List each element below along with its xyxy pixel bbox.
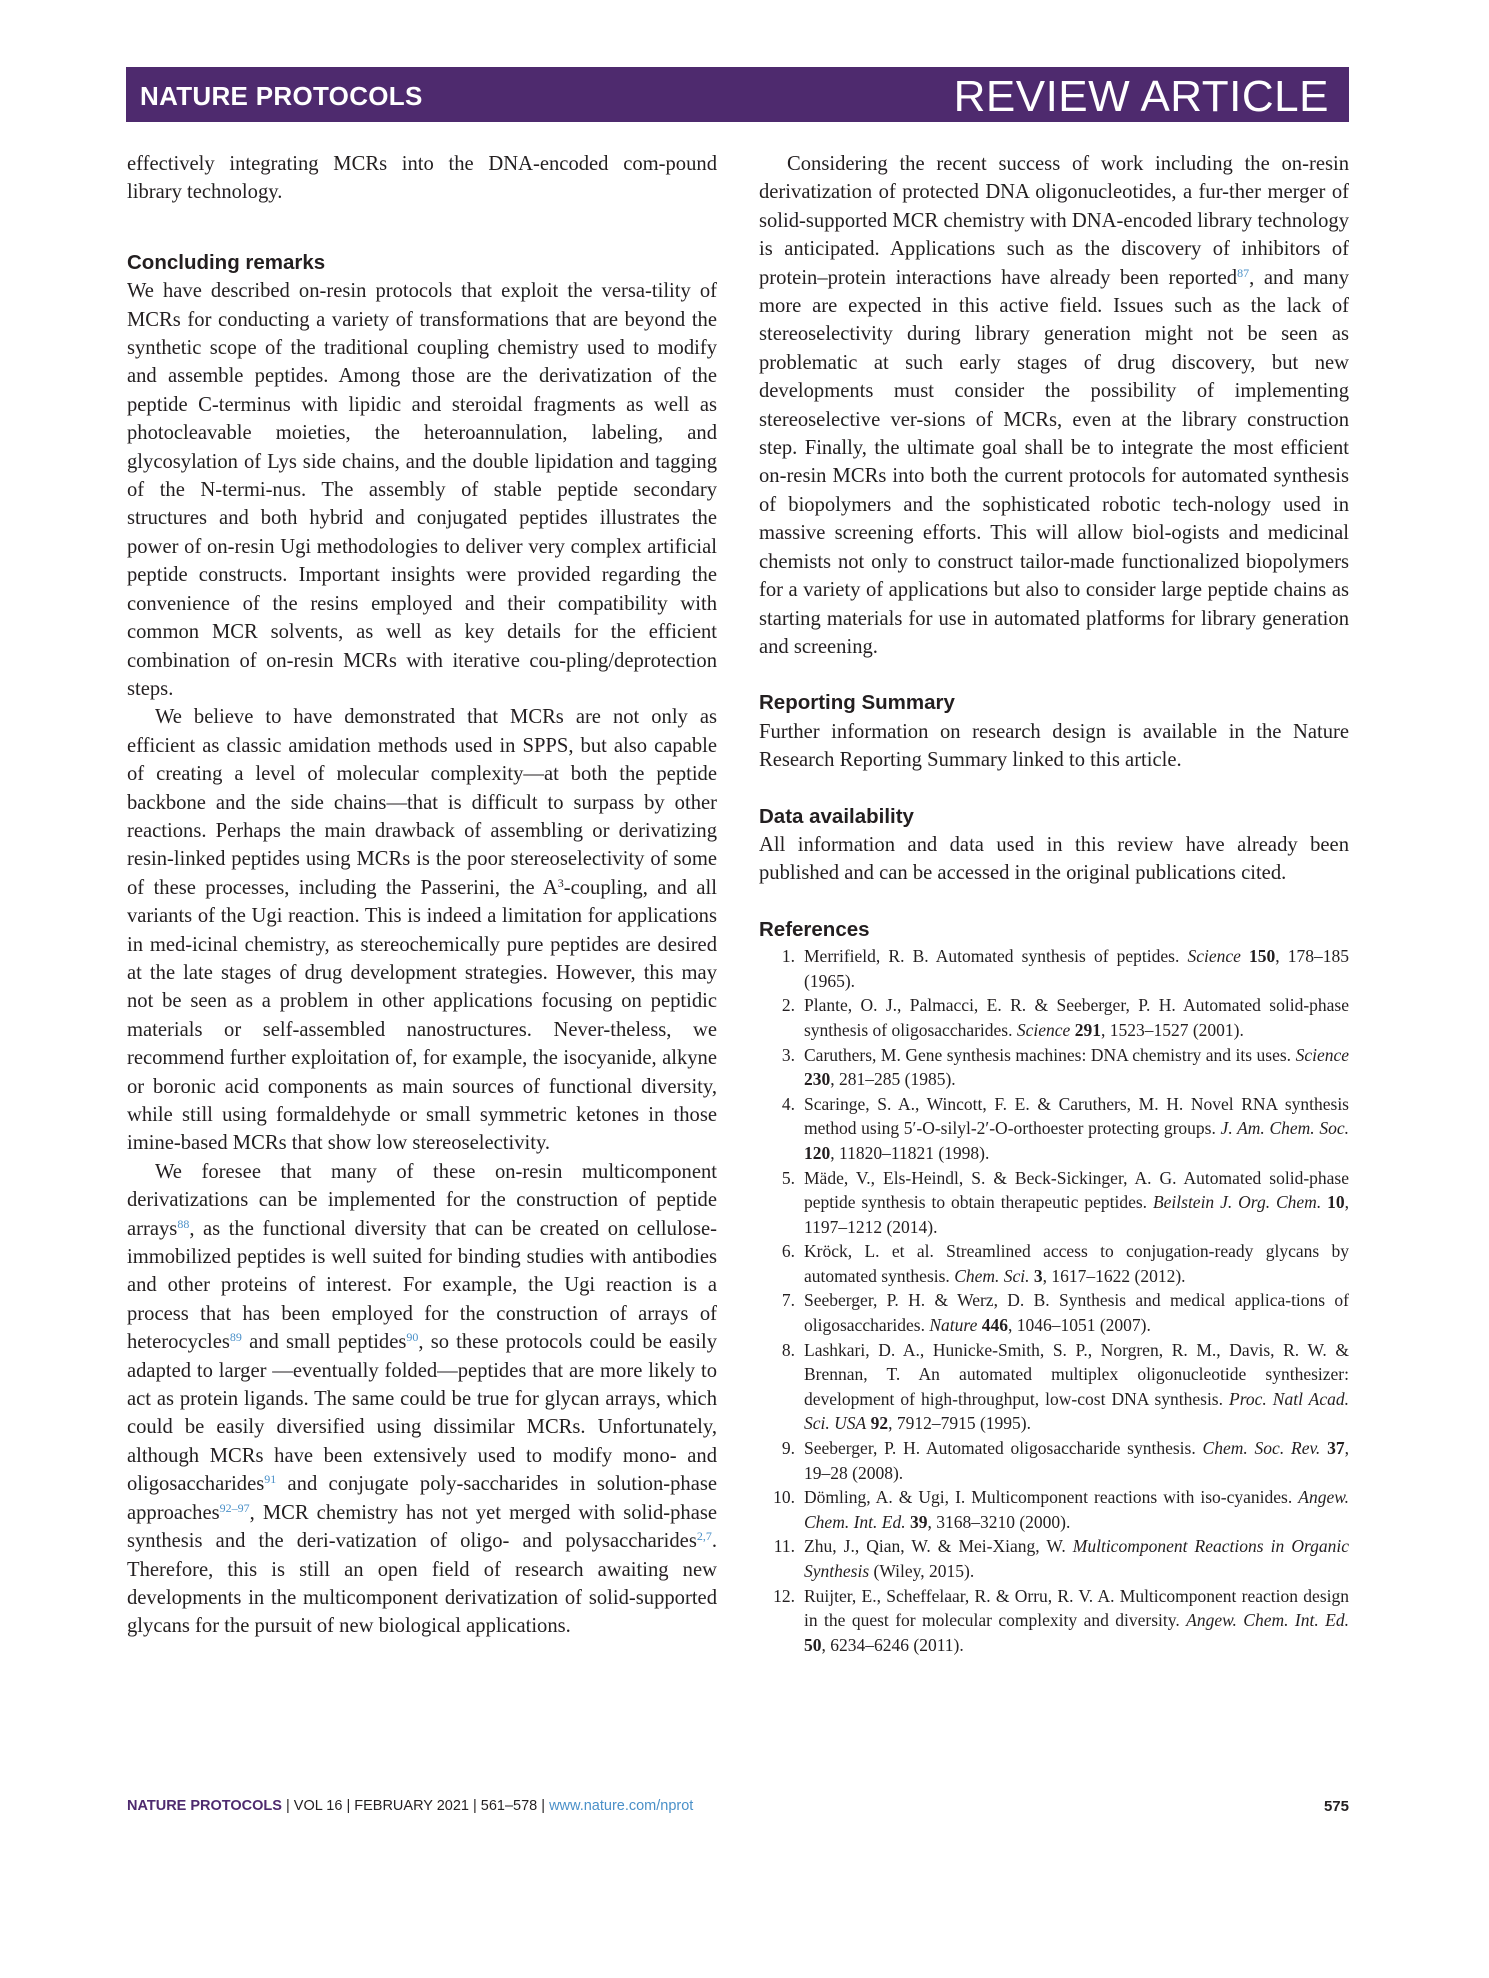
article-type: REVIEW ARTICLE — [953, 72, 1329, 121]
reference-item: 10. Dömling, A. & Ugi, I. Multicomponent reactions with iso-cyanides. Angew. Chem. Int. Ed. 39, 3168–3210 (2000). — [773, 1487, 1349, 1532]
page-footer — [127, 1798, 1349, 1822]
paragraph-outlook: Considering the recent success of work including the on-resin derivatization of protected DNA oligonucleotides, a fur-ther merger of solid-supported MCR chemistry with DNA-encoded library technology is anticipated. Applications such as the discovery of inhibitors of protein–protein interactions have already been reported$^{87}$, and many more are expected in this active field. Issues such as the lack of stereoselectivity during library generation might not be seen as problematic at such early stages of drug discovery, but new developments must consider the possibility of implementing stereoselective ver-sions of MCRs, even at the library construction step. Finally, the ultimate goal shall be to integrate the most efficient on-resin MCRs into both the current protocols for automated synthesis of biopolymers and the sophisticated robotic tech-nology used in massive screening efforts. This will allow biol-ogists and medicinal chemists not only to construct tailor-made functionalized biopolymers for a variety of applications but also to consider large peptide chains as starting materials for use in automated platforms for library generation and screening. — [759, 153, 1349, 658]
citation-link[interactable]: 88 — [177, 1216, 190, 1231]
paragraph-reporting-summary: Further information on research design is available in the Nature Research Reporting Summary linked to this article. — [759, 720, 1349, 772]
reference-item: 6. Kröck, L. et al. Streamlined access to conjugation-ready glycans by automated synthesis. Chem. Sci. 3, 1617–1622 (2012). — [781, 1241, 1349, 1286]
reference-item: 11. Zhu, J., Qian, W. & Mei-Xiang, W. Multicomponent Reactions in Organic Synthesis (Wiley, 2015). — [773, 1536, 1349, 1581]
reference-list — [759, 944, 1349, 1657]
citation-link[interactable]: 92–97 — [219, 1500, 250, 1515]
right-column — [759, 150, 1349, 1657]
heading-data-availability: Data availability — [759, 804, 914, 828]
paragraph-concluding-2: We believe to have demonstrated that MCRs are not only as efficient as classic amidation methods used in SPPS, but also capable of creating a level of molecular complexity—at both the peptide backbone and the side chains—that is difficult to surpass by other reactions. Perhaps the main drawback of assembling or derivatizing resin-linked peptides using MCRs is the poor stereoselectivity of some of these processes, including the Passerini, the $A^3$-coupling, and all variants of the Ugi reaction. This is indeed a limitation for applications in med-icinal chemistry, as stereochemically pure peptides are desired at the late stages of drug development strategies. However, this may not be seen as a problem in other applications focusing on peptidic materials or self-assembled nanostructures. Never-theless, we recommend further exploitation of, for example, the isocyanide, alkyne or boronic acid components as main sources of functional diversity, while still using formaldehyde or small symmetric ketones in those imine-based MCRs that show low stereoselectivity. — [127, 706, 717, 1155]
journal-name: NATURE PROTOCOLS — [140, 81, 423, 111]
left-column — [127, 150, 717, 1641]
reference-item: 5. Mäde, V., Els-Heindl, S. & Beck-Sickinger, A. G. Automated solid-phase peptide synthesis to obtain therapeutic peptides. Beilstein J. Org. Chem. 10, 1197–1212 (2014). — [781, 1167, 1349, 1237]
journal-header-bar — [126, 67, 1349, 122]
heading-references: References — [759, 917, 870, 941]
reference-item: 2. Plante, O. J., Palmacci, E. R. & Seeberger, P. H. Automated solid-phase synthesis of oligosaccharides. Science 291, 1523–1527 (2001). — [781, 995, 1349, 1040]
citation-link[interactable]: 90 — [406, 1330, 419, 1345]
citation-link[interactable]: 89 — [229, 1330, 242, 1345]
citation-link[interactable]: 2,7 — [696, 1529, 712, 1544]
reference-item: 4. Scaringe, S. A., Wincott, F. E. & Caruthers, M. H. Novel RNA synthesis method using 5′-O-silyl-2′-O-orthoester protecting groups. J. Am. Chem. Soc. 120, 11820–11821 (1998). — [781, 1093, 1350, 1163]
heading-concluding-remarks: Concluding remarks — [127, 250, 326, 274]
paragraph-concluding-3: We foresee that many of these on-resin multicomponent derivatizations can be implemented for the construction of peptide arrays$^{88}$, as the functional diversity that can be created on cellulose-immobilized peptides is well suited for binding studies with antibodies and other proteins of interest. For example, the Ugi reaction is a process that has been employed for the construction of arrays of heterocycles$^{89}$ and small peptides$^{90}$, so these protocols could be easily adapted to larger —eventually folded—peptides that are more likely to act as protein ligands. The same could be true for glycan arrays, which could be easily diversified using dissimilar MCRs. Unfortunately, although MCRs have been extensively used to modify mono- and oligosaccharides$^{91}$ and conjugate poly-saccharides in solution-phase approaches$^{92-97}$, MCR chemistry has not yet merged with solid-phase synthesis and the deri-vatization of oligo- and polysaccharides$^{2,7}$. Therefore, this is still an open field of research awaiting new developments in the multicomponent derivatization of solid-supported glycans for the pursuit of new biological applications. — [127, 1160, 717, 1638]
heading-reporting-summary: Reporting Summary — [759, 691, 955, 715]
paragraph-concluding-1: We have described on-resin protocols that exploit the versa-tility of MCRs for conducting a variety of transformations that are beyond the synthetic scope of the traditional coupling chemistry used to modify and assemble peptides. Among those are the derivatization of the peptide C-terminus with lipidic and steroidal fragments as well as photocleavable moieties, the heteroannulation, labeling, and glycosylation of Lys side chains, and the double lipidation and tagging of the N-termi-nus. The assembly of stable peptide secondary structures and both hybrid and conjugated peptides illustrates the power of on-resin Ugi methodologies to deliver very complex artificial peptide constructs. Important insights were provided regarding the convenience of the resins employed and their compatibility with common MCR solvents, as well as key details for the efficient combination of on-resin MCRs with iterative cou-pling/deprotection steps. — [127, 280, 717, 700]
reference-item: 3. Caruthers, M. Gene synthesis machines: DNA chemistry and its uses. Science 230, 281–285 (1985). — [781, 1044, 1349, 1090]
citation-link[interactable]: 87 — [1237, 265, 1250, 280]
reference-item: 8. Lashkari, D. A., Hunicke-Smith, S. P., Norgren, R. M., Davis, R. W. & Brennan, T. An automated multiplex oligonucleotide synthesizer: development of high-throughput, low-cost DNA synthesis. Proc. Natl Acad. Sci. USA 92, 7912–7915 (1995). — [781, 1339, 1349, 1434]
citation-link[interactable]: 91 — [264, 1472, 277, 1487]
paragraph-continuation: effectively integrating MCRs into the DNA-encoded com-pound library technology. — [127, 153, 717, 204]
reference-item: 9. Seeberger, P. H. Automated oligosaccharide synthesis. Chem. Soc. Rev. 37, 19–28 (2008). — [781, 1438, 1349, 1483]
reference-item: 7. Seeberger, P. H. & Werz, D. B. Synthesis and medical applica-tions of oligosaccharides. Nature 446, 1046–1051 (2007). — [781, 1290, 1349, 1336]
paragraph-data-availability: All information and data used in this review have already been published and can be accessed in the original publications cited. — [759, 833, 1349, 885]
reference-item: 1. Merrifield, R. B. Automated synthesis of peptides. Science 150, 178–185 (1965). — [781, 946, 1350, 991]
journal-url-link[interactable]: www.nature.com/nprot — [549, 1798, 694, 1814]
footer-citation: NATURE PROTOCOLS | VOL 16 | FEBRUARY 2021 | 561–578 | www.nature.com/nprot — [127, 1798, 694, 1814]
page-number: 575 — [1323, 1798, 1349, 1815]
reference-item: 12. Ruijter, E., Scheffelaar, R. & Orru, R. V. A. Multicomponent reaction design in the quest for molecular complexity and diversity. Angew. Chem. Int. Ed. 50, 6234–6246 (2011). — [773, 1585, 1349, 1655]
